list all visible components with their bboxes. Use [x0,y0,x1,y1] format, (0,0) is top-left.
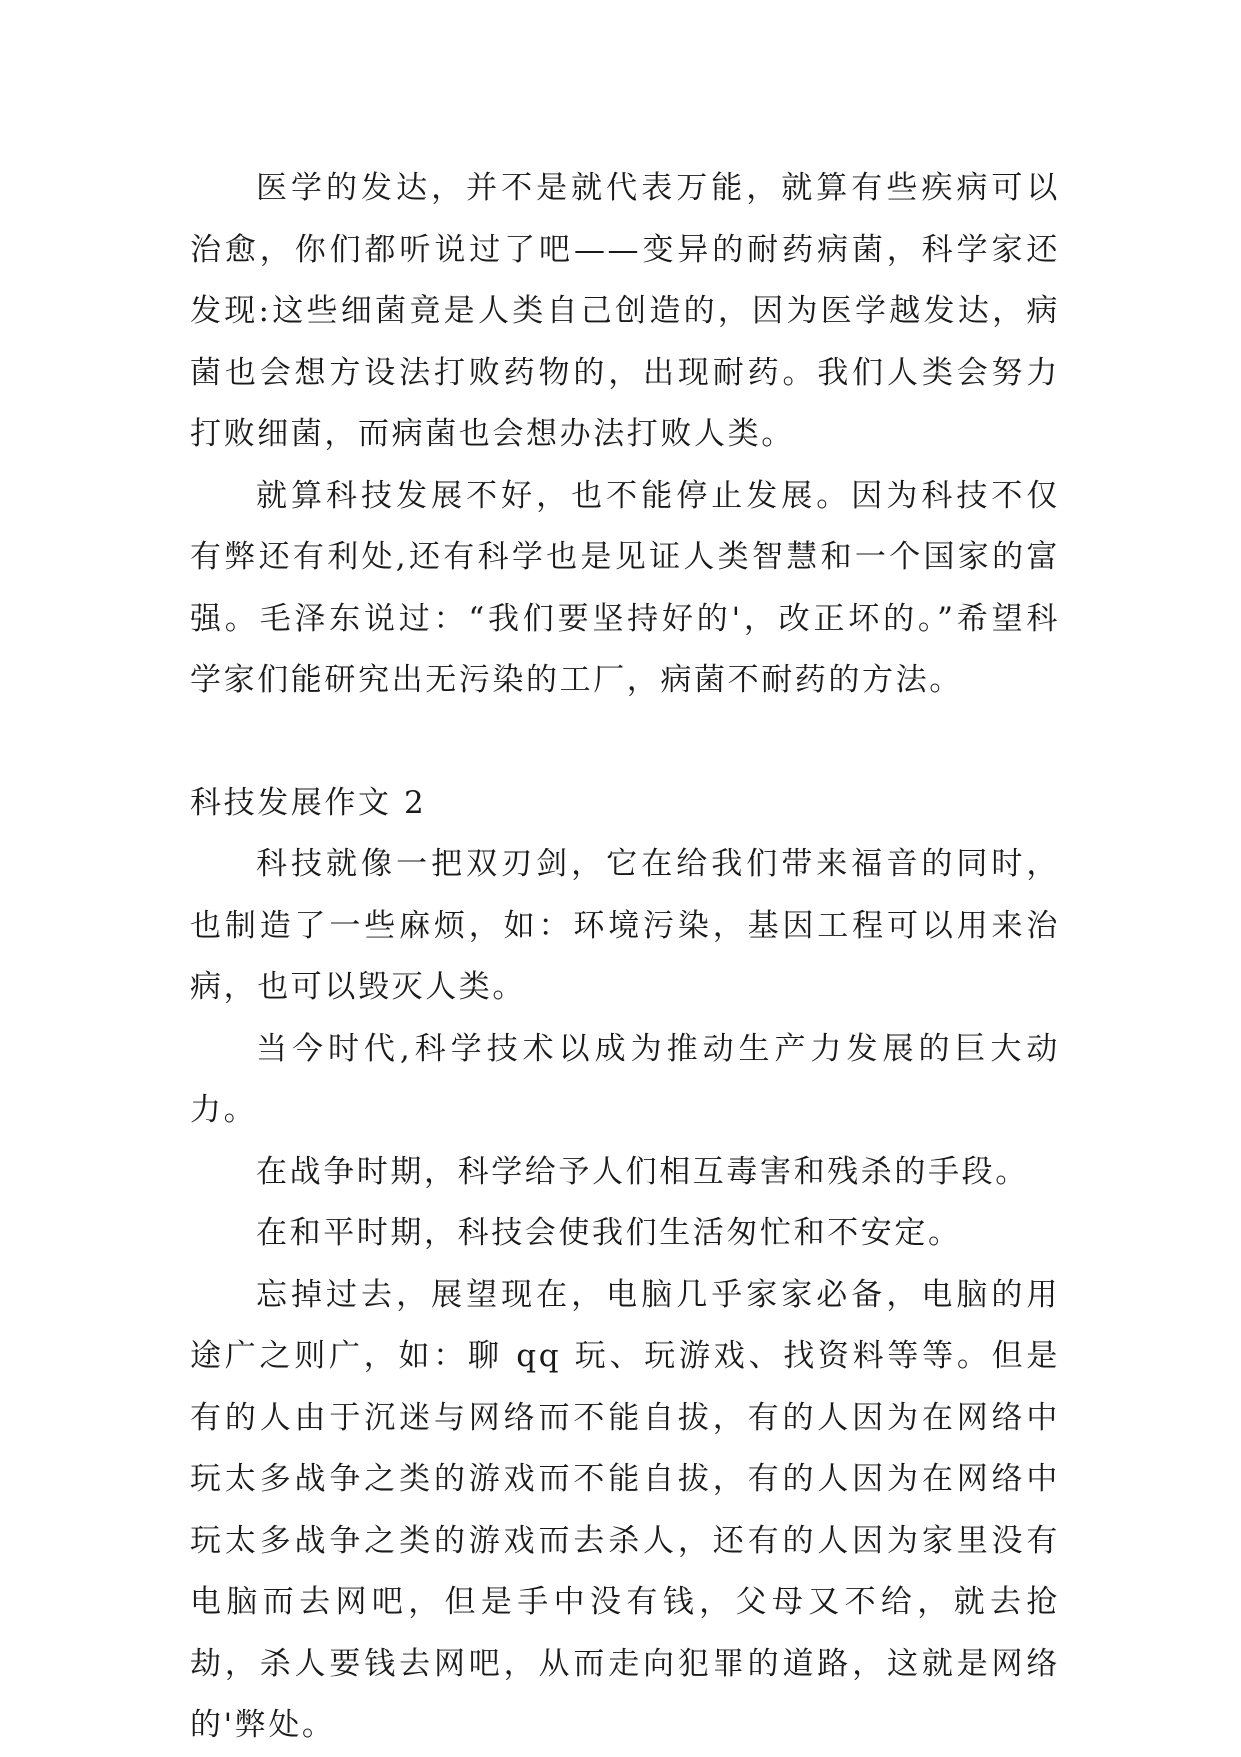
paragraph-double-edged-sword: 科技就像一把双刃剑，它在给我们带来福音的同时，也制造了一些麻烦，如：环境污染，基因工程可以用来治病，也可以毁灭人类。 [190,846,1060,1005]
paragraph-computers: 忘掉过去，展望现在，电脑几乎家家必备，电脑的用途广之则广，如：聊 qq 玩、玩游戏、找资料等等。但是有的人由于沉迷与网络而不能自拔，有的人因为在网络中玩太多战争之类的游戏而不能自拔，有的人因为在网络中玩太多战争之类的游戏而去杀人，还有的人因为家里没有电脑而去网吧，但是手中没有钱，父母又不给，就去抢劫，杀人要钱去网吧，从而走向犯罪的道路，这就是网络的'弊处。 [190,1276,1060,1743]
paragraph-keep-developing: 就算科技发展不好，也不能停止发展。因为科技不仅有弊还有利处,还有科学也是见证人类智慧和一个国家的富强。毛泽东说过：“我们要坚持好的'，改正坏的。”希望科学家们能研究出无污染的工厂，病菌不耐药的方法。 [190,477,1060,698]
essay-heading: 科技发展作文 2 [190,784,427,821]
paragraph-modern-times: 当今时代,科学技术以成为推动生产力发展的巨大动力。 [190,1030,1060,1128]
paragraph-wartime: 在战争时期，科学给予人们相互毒害和残杀的手段。 [256,1153,1029,1190]
paragraph-peacetime: 在和平时期，科技会使我们生活匆忙和不安定。 [256,1215,962,1251]
document-body [190,158,1060,1757]
paragraph-medicine: 医学的发达，并不是就代表万能，就算有些疾病可以治愈，你们都听说过了吧——变异的耐药病菌，科学家还发现:这些细菌竟是人类自己创造的，因为医学越发达，病菌也会想方设法打败药物的，出现耐药。我们人类会努力打败细菌，而病菌也会想办法打败人类。 [190,170,1060,452]
